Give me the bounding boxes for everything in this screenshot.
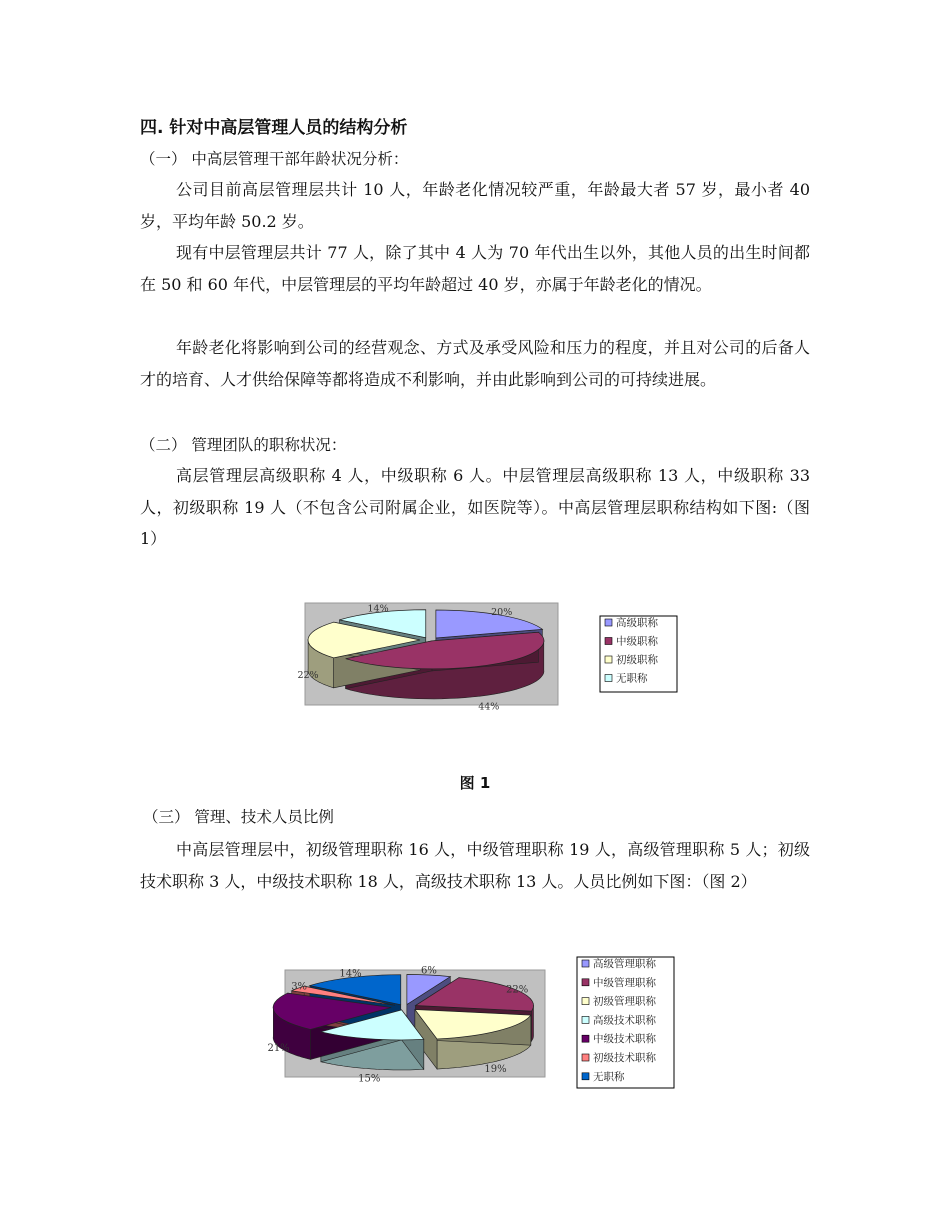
legend-entry: 高级管理职称 xyxy=(593,958,656,970)
legend-entry: 中级管理职称 xyxy=(593,976,656,989)
legend-entry: 初级职称 xyxy=(616,654,658,666)
data-label: 19% xyxy=(484,1063,507,1075)
paragraph-title-counts: 高层管理层高级职称 4 人，中级职称 6 人。中层管理层高级职称 13 人，中级职称 33 人，初级职称 19 人（不包含公司附属企业，如医院等）。中高层管理层职称结构如下图:（图 1） xyxy=(140,466,810,548)
legend-swatch xyxy=(582,1054,589,1061)
legend-entry: 中级职称 xyxy=(616,635,658,648)
legend-swatch xyxy=(582,1016,589,1023)
legend-swatch xyxy=(605,638,612,645)
paragraph-senior-age: 公司目前高层管理层共计 10 人，年龄老化情况较严重，年龄最大者 57 岁，最小者 40 岁，平均年龄 50.2 岁。 xyxy=(140,180,810,231)
legend-swatch xyxy=(605,619,612,626)
figure-1-caption: 图 1 xyxy=(459,774,491,792)
data-label: 14% xyxy=(339,968,362,980)
legend-entry: 无职称 xyxy=(616,672,648,685)
legend-entry: 高级技术职称 xyxy=(593,1014,656,1027)
legend-entry: 初级技术职称 xyxy=(593,1052,656,1064)
paragraph-middle-age: 现有中层管理层共计 77 人，除了其中 4 人为 70 年代出生以外，其他人员的出生时间都在 50 和 60 年代，中层管理层的平均年龄超过 40 岁，亦属于年龄老化的情况。 xyxy=(140,243,810,294)
paragraph-ratio: 中高层管理层中，初级管理职称 16 人，中级管理职称 19 人，高级管理职称 5 人；初级技术职称 3 人，中级技术职称 18 人，高级技术职称 13 人。人员比例如下图：（图 2） xyxy=(140,840,810,891)
legend-swatch xyxy=(582,998,589,1005)
legend-entry: 初级管理职称 xyxy=(593,995,656,1008)
legend-swatch xyxy=(582,1073,589,1080)
data-label: 15% xyxy=(358,1073,381,1085)
legend-swatch xyxy=(582,1035,589,1042)
data-label: 3% xyxy=(291,981,308,993)
pie-chart-1 xyxy=(270,588,690,718)
data-label: 6% xyxy=(421,965,437,977)
legend-entry: 中级技术职称 xyxy=(593,1033,656,1046)
paragraph-aging-impact: 年龄老化将影响到公司的经营观念、方式及承受风险和压力的程度，并且对公司的后备人才的培育、人才供给保障等都将造成不利影响，并由此影响到公司的可持续进展。 xyxy=(140,338,810,389)
subheading-ratio: （三） 管理、技术人员比例 xyxy=(143,808,334,826)
data-label: 22% xyxy=(297,670,319,681)
legend-entry: 高级职称 xyxy=(616,617,658,629)
legend-swatch xyxy=(582,979,589,986)
legend-entry: 无职称 xyxy=(593,1070,625,1083)
pie-chart-2 xyxy=(250,955,690,1095)
legend-swatch xyxy=(582,960,589,967)
data-label: 22% xyxy=(506,984,529,996)
legend-swatch xyxy=(605,656,612,663)
data-label: 20% xyxy=(491,606,513,618)
subheading-titles: （二） 管理团队的职称状况： xyxy=(140,436,347,454)
data-label: 44% xyxy=(478,701,500,713)
section-heading: 四. 针对中高层管理人员的结构分析 xyxy=(140,118,408,138)
data-label: 21% xyxy=(267,1042,290,1054)
subheading-age: （一） 中高层管理干部年龄状况分析： xyxy=(140,150,409,168)
legend-swatch xyxy=(605,675,612,682)
data-label: 14% xyxy=(367,603,389,615)
